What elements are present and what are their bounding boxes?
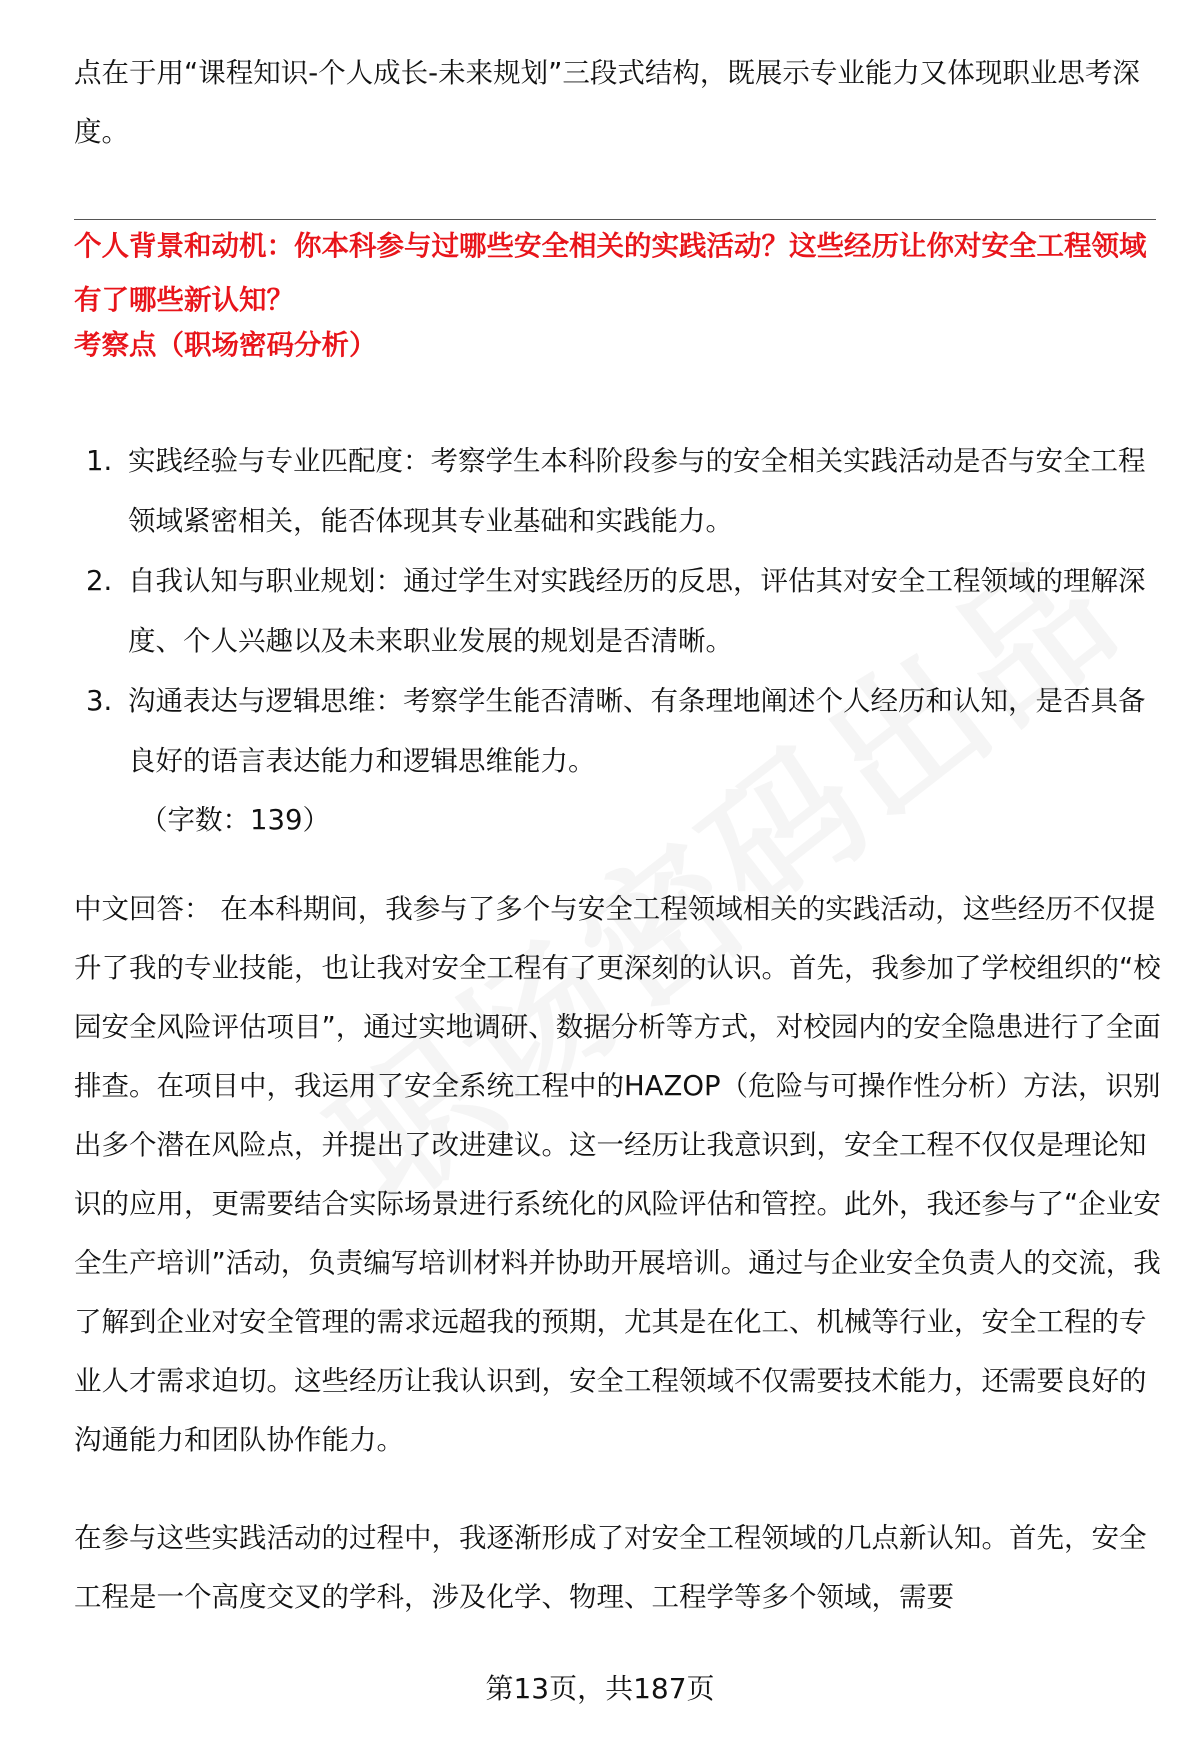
list-item-text: 自我认知与职业规划：通过学生对实践经历的反思，评估其对安全工程领域的理解深度、个人兴趣以及未来职业发展的规划是否清晰。 bbox=[128, 565, 1146, 657]
list-item-number: 1. bbox=[86, 445, 113, 477]
page-number: 第13页，共187页 bbox=[485, 1672, 715, 1705]
answer-paragraph-2: 在参与这些实践活动的过程中，我逐渐形成了对安全工程领域的几点新认知。首先，安全工程是一个高度交叉的学科，涉及化学、物理、工程学等多个领域，需要 bbox=[74, 1522, 1147, 1613]
word-count: （字数：139） bbox=[140, 804, 330, 836]
analysis-heading: 考察点（职场密码分析） bbox=[74, 329, 377, 361]
answer-paragraph-1: 中文回答： 在本科期间，我参与了多个与安全工程领域相关的实践活动，这些经历不仅提升了我的专业技能，也让我对安全工程有了更深刻的认识。首先，我参加了学校组织的“校园安全风险评估项目”，通过实地调研、数据分析等方式，对校园内的安全隐患进行了全面排查。在项目中，我运用了安全系统工程中的HAZOP（危险与可操作性分析）方法，识别出多个潜在风险点，并提出了改进建议。这一经历让我意识到，安全工程不仅仅是理论知识的应用，更需要结合实际场景进行系统化的风险评估和管控。此外，我还参与了“企业安全生产培训”活动，负责编写培训材料并协助开展培训。通过与企业安全负责人的交流，我了解到企业对安全管理的需求远超我的预期，尤其是在化工、机械等行业，安全工程的专业人才需求迫切。这些经历让我认识到，安全工程领域不仅需要技术能力，还需要良好的沟通能力和团队协作能力。 bbox=[74, 893, 1161, 1456]
intro-tail-paragraph: 点在于用“课程知识-个人成长-未来规划”三段式结构，既展示专业能力又体现职业思考深度。 bbox=[74, 57, 1140, 148]
list-item-number: 3. bbox=[86, 685, 113, 717]
list-item-text: 沟通表达与逻辑思维：考察学生能否清晰、有条理地阐述个人经历和认知，是否具备良好的语言表达能力和逻辑思维能力。 bbox=[128, 685, 1146, 777]
list-item-number: 2. bbox=[86, 565, 113, 597]
list-item bbox=[74, 431, 1164, 551]
list-item-text: 实践经验与专业匹配度：考察学生本科阶段参与的安全相关实践活动是否与安全工程领域紧密相关，能否体现其专业基础和实践能力。 bbox=[128, 445, 1146, 537]
list-item bbox=[74, 671, 1164, 791]
assessment-points-list bbox=[74, 431, 1164, 791]
question-heading: 个人背景和动机：你本科参与过哪些安全相关的实践活动？这些经历让你对安全工程领域有了哪些新认知？ bbox=[74, 230, 1147, 316]
list-item bbox=[74, 551, 1164, 671]
